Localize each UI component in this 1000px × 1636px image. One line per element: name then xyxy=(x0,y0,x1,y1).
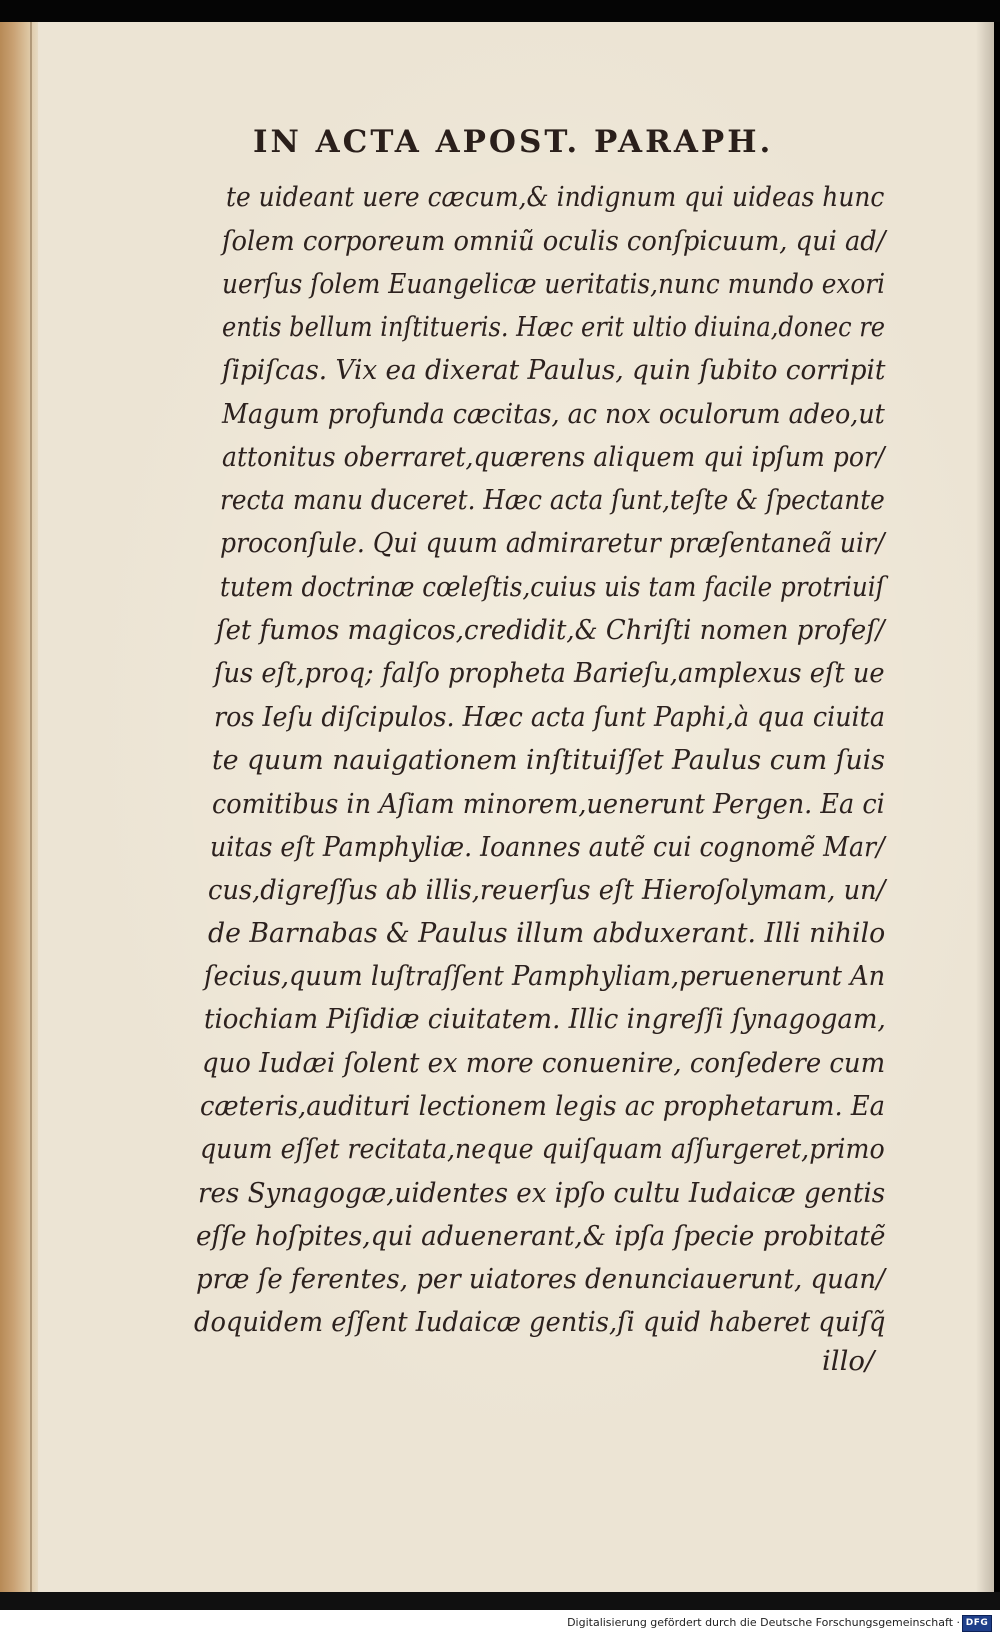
text-line: uerſus ſolem Euangelicæ ueritatis,nunc mundo exori xyxy=(222,268,886,300)
text-line: cus,digreſſus ab illis,reuerſus eſt Hieroſolymam, un/ xyxy=(208,874,886,906)
text-line: doquidem eſſent Iudaicæ gentis,ſi quid haberet quiſq̃ xyxy=(194,1306,886,1338)
text-line: Magum profunda cæcitas, ac nox oculorum adeo,ut xyxy=(222,398,885,430)
text-line: ſolem corporeum omniũ oculis conſpicuum, qui ad/ xyxy=(222,225,886,257)
text-line: res Synagogæ,uidentes ex ipſo cultu Iudaicæ gentis xyxy=(198,1177,886,1209)
text-line: ſet fumos magicos,credidit,& Chriſti nomen profeſ/ xyxy=(216,614,885,646)
text-line: de Barnabas & Paulus illum abduxerant. Illi nihilo xyxy=(208,917,886,949)
text-line: eſſe hoſpites,qui aduenerant,& ipſa ſpecie probitatẽ xyxy=(196,1220,886,1252)
text-line: quum eſſet recitata,neque quiſquam aſſurgeret,primo xyxy=(200,1133,885,1165)
text-line: entis bellum inſtitueris. Hæc erit ultio diuina,donec re xyxy=(222,311,886,343)
text-line: quo Iudæi ſolent ex more conuenire, conſedere cum xyxy=(202,1047,886,1079)
catchword: illo/ xyxy=(822,1345,875,1377)
text-line: recta manu duceret. Hæc acta ſunt,teſte & ſpectante xyxy=(220,484,885,516)
digitization-footer xyxy=(0,1610,1000,1636)
text-line: ſus eſt,proq; falſo propheta Barieſu,amplexus eſt ue xyxy=(214,657,885,689)
text-line: cæteris,audituri lectionem legis ac prophetarum. Ea xyxy=(200,1090,886,1122)
scan-top-border xyxy=(0,0,1000,22)
text-line: ſipiſcas. Vix ea dixerat Paulus, quin ſubito corripit xyxy=(222,354,886,386)
text-line: proconſule. Qui quum admiraretur præſentaneã uir/ xyxy=(220,527,885,559)
text-line: præ ſe ferentes, per uiatores denunciauerunt, quan/ xyxy=(196,1263,885,1295)
text-line: comitibus in Aſiam minorem,uenerunt Pergen. Ea ci xyxy=(212,788,885,820)
page-right-shadow xyxy=(976,22,994,1592)
text-line: ſecius,quum luſtraſſent Pamphyliam,peruenerunt An xyxy=(204,960,886,992)
text-line: uitas eſt Pamphyliæ. Ioannes autẽ cui cognomẽ Mar/ xyxy=(210,831,885,863)
page-gutter-line xyxy=(30,22,32,1592)
text-line: tutem doctrinæ cœleſtis,cuius uis tam facile protriuiſ xyxy=(220,571,885,603)
text-line: te quum nauigationem inſtituiſſet Paulus cum ſuis xyxy=(212,744,885,776)
text-line: te uideant uere cæcum,& indignum qui uideas hunc xyxy=(226,181,885,213)
footer-credit-text: Digitalisierung gefördert durch die Deutsche Forschungsgemeinschaft · xyxy=(567,1616,960,1629)
running-head: IN ACTA APOST. PARAPH. xyxy=(253,124,774,160)
scan-bottom-border xyxy=(0,1592,1000,1610)
page-left-edge xyxy=(0,22,38,1592)
dfg-logo-icon: DFG xyxy=(962,1615,992,1632)
text-line: attonitus oberraret,quærens aliquem qui ipſum por/ xyxy=(222,441,885,473)
text-line: tiochiam Piſidiæ ciuitatem. Illic ingreſſi ſynagogam, xyxy=(204,1003,886,1035)
text-line: ros Ieſu diſcipulos. Hæc acta ſunt Paphi,à qua ciuita xyxy=(214,701,885,733)
